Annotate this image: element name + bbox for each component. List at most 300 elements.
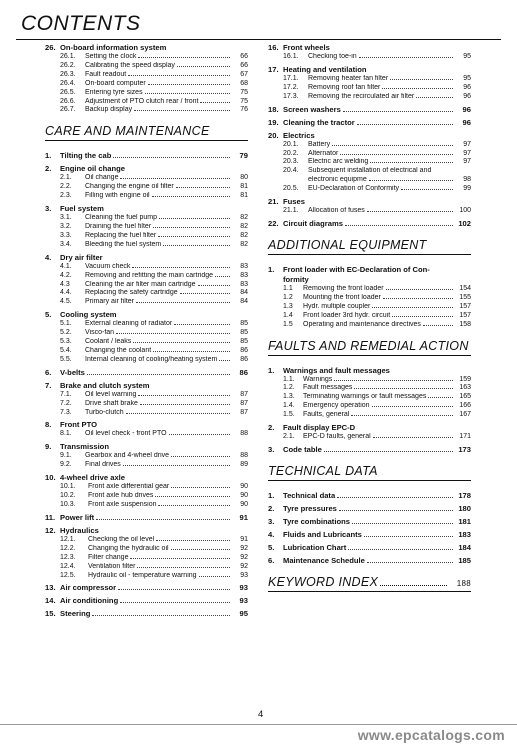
page-ref: 97 [463, 140, 471, 148]
toc-subentry[interactable] [45, 329, 248, 338]
entry-label: Code table [283, 444, 322, 454]
entry-label: Setting the clock [85, 53, 137, 60]
toc-chapter-entry[interactable] [268, 366, 471, 376]
section-title: FAULTS AND REMEDIAL ACTION [268, 338, 469, 353]
toc-subentry[interactable] [45, 430, 248, 439]
entry-number: 12. [45, 525, 56, 535]
dot-leader [118, 589, 230, 590]
page-ref: 100 [459, 207, 471, 215]
entry-label: On-board information system [60, 43, 167, 52]
entry-number: 5. [268, 542, 275, 552]
toc-subentry[interactable] [268, 303, 471, 312]
entry-label: Removing and refitting the main cartridge [85, 271, 214, 279]
dot-leader [343, 111, 453, 112]
entry-label: Internal cleaning of cooling/heating system [85, 355, 218, 363]
entry-number: 26.1. [60, 53, 76, 60]
toc-subentry[interactable] [268, 53, 471, 62]
entry-label: Adjustment of PTO clutch rear / front [85, 97, 199, 105]
page-ref: 90 [240, 483, 248, 491]
entry-label: EPC-D faults, general [303, 433, 371, 441]
toc-subentry[interactable] [45, 98, 248, 107]
toc-chapter-entry[interactable] [45, 253, 248, 263]
entry-label: Front loader 3rd hydr. circuit [303, 311, 391, 319]
page-ref: 91 [239, 512, 248, 522]
dot-leader [140, 404, 230, 405]
dot-leader [199, 576, 230, 577]
entry-number: 2. [45, 164, 52, 174]
dot-leader [334, 380, 453, 381]
entry-label: Cleaning the fuel pump [85, 214, 157, 222]
dot-leader [364, 536, 453, 537]
dot-leader [372, 307, 453, 308]
entry-number: 9.2. [60, 461, 72, 469]
toc-chapter-entry[interactable] [45, 164, 248, 174]
toc-chapter-entry[interactable] [268, 517, 471, 527]
toc-subentry[interactable] [45, 223, 248, 232]
page-ref: 75 [240, 88, 248, 96]
page-ref: 89 [240, 461, 248, 469]
entry-label: Air compressor [60, 583, 117, 593]
toc-subentry[interactable] [268, 150, 471, 159]
entry-number: 3. [268, 516, 275, 526]
entry-label: Fluids and Lubricants [283, 529, 362, 539]
section-heading [268, 464, 471, 481]
entry-number: 19. [268, 117, 279, 127]
entry-label: V-belts [60, 367, 85, 377]
section-heading [268, 575, 471, 592]
toc-chapter-entry[interactable] [268, 118, 471, 128]
toc-subentry[interactable] [45, 400, 248, 409]
toc-subentry[interactable] [45, 183, 248, 192]
page-ref: 88 [240, 452, 248, 460]
dot-leader [123, 465, 230, 466]
entry-number: 20.1. [283, 140, 299, 148]
entry-label: Hydraulic oil - temperature warning [88, 571, 197, 579]
dot-leader [176, 187, 230, 188]
title-divider [16, 39, 501, 40]
dot-leader [174, 324, 230, 325]
entry-number: 3.1. [60, 214, 72, 222]
toc-chapter-entry[interactable] [268, 423, 471, 433]
entry-label: Filter change [88, 553, 129, 561]
entry-number: 10.3. [60, 501, 76, 508]
toc-chapter-entry[interactable] [45, 583, 248, 593]
toc-chapter-entry[interactable] [45, 513, 248, 523]
entry-number: 8. [45, 420, 52, 430]
entry-label: Oil change [85, 174, 119, 182]
toc-entry-continuation[interactable] [268, 176, 471, 185]
entry-label: Terminating warnings or fault messages [303, 393, 427, 401]
toc-chapter-entry[interactable] [268, 530, 471, 540]
dot-leader [133, 342, 230, 343]
page-ref: 96 [462, 104, 471, 114]
page-ref: 87 [240, 390, 248, 398]
toc-chapter-entry[interactable] [45, 609, 248, 619]
toc-subentry[interactable] [268, 312, 471, 321]
toc-subentry[interactable] [45, 272, 248, 281]
entry-number: 4. [268, 529, 275, 539]
toc-chapter-entry[interactable] [268, 197, 471, 207]
dot-leader [132, 267, 230, 268]
toc-subentry[interactable] [45, 80, 248, 89]
toc-chapter-entry[interactable] [45, 204, 248, 214]
entry-number: 2. [268, 503, 275, 513]
toc-subentry[interactable] [45, 536, 248, 545]
entry-number: 1.1. [283, 375, 295, 383]
entry-label: Dry air filter [60, 252, 103, 262]
page-ref: 84 [240, 298, 248, 306]
toc-chapter-entry[interactable] [268, 219, 471, 229]
entry-number: 12.4. [60, 562, 76, 570]
page-ref: 159 [459, 375, 471, 383]
toc-subentry[interactable] [45, 572, 248, 581]
toc-subentry[interactable] [268, 433, 471, 442]
dot-leader [128, 75, 230, 76]
toc-subentry[interactable] [268, 207, 471, 216]
entry-number: 12.3. [60, 553, 76, 561]
toc-chapter-entry[interactable] [45, 368, 248, 378]
toc-subentry[interactable] [45, 192, 248, 201]
toc-subentry[interactable] [45, 174, 248, 183]
toc-subentry[interactable] [268, 167, 471, 176]
entry-label: Operating and maintenance directives [303, 320, 421, 328]
toc-chapter-entry[interactable] [268, 491, 471, 501]
toc-subentry[interactable] [45, 62, 248, 71]
toc-subentry[interactable] [45, 289, 248, 298]
entry-number: 3.2. [60, 222, 72, 230]
toc-subentry[interactable] [45, 338, 248, 347]
toc-chapter-entry[interactable] [268, 556, 471, 566]
toc-subentry[interactable] [268, 141, 471, 150]
page-ref: 86 [240, 346, 248, 354]
entry-number: 12.2. [60, 544, 76, 552]
entry-number: 21. [268, 197, 279, 207]
page-ref: 66 [240, 61, 248, 69]
page-ref: 95 [239, 609, 248, 619]
entry-label: 4-wheel drive axle [60, 473, 126, 483]
toc-subentry[interactable] [45, 320, 248, 329]
toc-chapter-entry[interactable] [45, 151, 248, 161]
toc-subentry[interactable] [268, 294, 471, 303]
entry-number: 17. [268, 64, 279, 74]
dot-leader [171, 487, 230, 488]
dot-leader [345, 225, 453, 226]
page-ref: 167 [459, 411, 471, 419]
toc-subentry[interactable] [45, 452, 248, 461]
dot-leader [113, 157, 230, 158]
toc-chapter-entry[interactable] [268, 265, 471, 275]
entry-number: 2.2. [60, 183, 72, 191]
entry-label: Changing the engine oil filter [85, 183, 174, 191]
toc-subentry[interactable] [45, 554, 248, 563]
toc-subentry[interactable] [45, 483, 248, 492]
toc-subentry[interactable] [45, 356, 248, 365]
entry-label: Tilting the cab [60, 151, 112, 161]
dot-leader [153, 227, 230, 228]
entry-number: 20. [268, 130, 279, 140]
dot-leader [130, 558, 230, 559]
entry-number: 14. [45, 596, 56, 606]
entry-number: 2.1. [283, 433, 295, 441]
entry-number: 26.2. [60, 61, 76, 69]
dot-leader [171, 456, 230, 457]
toc-subentry[interactable] [45, 545, 248, 554]
toc-subentry[interactable] [268, 285, 471, 294]
entry-label: Technical data [283, 490, 336, 500]
page-ref: 158 [459, 320, 471, 328]
toc-subentry[interactable] [45, 263, 248, 272]
entry-number: 26. [45, 43, 56, 52]
toc-chapter-entry[interactable] [268, 65, 471, 75]
entry-label: Final drives [85, 461, 121, 469]
toc-chapter-entry[interactable] [45, 43, 248, 53]
entry-label: Oil level check - front PTO [85, 430, 167, 438]
entry-label: Hydr. multiple coupler [303, 302, 371, 310]
dot-leader [416, 97, 453, 98]
entry-label: Fuel system [60, 204, 104, 214]
entry-label: Changing the hydraulic oil [88, 544, 169, 552]
entry-label: Calibrating the speed display [85, 61, 175, 69]
entry-label: Fault display EPC-D [283, 423, 356, 433]
entry-number: 4.4. [60, 289, 72, 297]
entry-label: Faults, general [303, 411, 350, 419]
entry-label: Front loader with EC-Declaration of Con- [283, 264, 430, 274]
toc-subentry[interactable] [268, 384, 471, 393]
toc-subentry[interactable] [268, 321, 471, 330]
toc-chapter-entry[interactable] [45, 310, 248, 320]
page-ref: 96 [462, 117, 471, 127]
dot-leader [373, 437, 453, 438]
dot-leader [348, 549, 453, 550]
entry-number: 4. [45, 252, 52, 262]
entry-number: 4.1. [60, 262, 72, 270]
page-ref: 171 [459, 433, 471, 441]
entry-label: Turbo-clutch [85, 408, 124, 416]
dot-leader [423, 325, 453, 326]
toc-chapter-entry[interactable] [268, 131, 471, 141]
dot-leader [180, 293, 230, 294]
toc-subentry[interactable] [268, 185, 471, 194]
entry-label: Electrics [283, 130, 315, 140]
page-ref: 66 [240, 53, 248, 60]
entry-number: 16. [268, 43, 279, 52]
toc-subentry[interactable] [45, 492, 248, 501]
entry-number: 16.1. [283, 53, 299, 60]
dot-leader [96, 519, 230, 520]
toc-chapter-entry[interactable] [268, 43, 471, 53]
toc-subentry[interactable] [45, 89, 248, 98]
entry-number: 10.2. [60, 492, 76, 500]
entry-number: 1.2. [283, 384, 295, 392]
page-ref: 165 [459, 393, 471, 401]
page-ref: 92 [240, 562, 248, 570]
toc-chapter-entry[interactable] [45, 526, 248, 536]
entry-label: Fault messages [303, 384, 353, 392]
entry-number: 7.1. [60, 390, 72, 398]
entry-label: Cooling system [60, 310, 117, 320]
entry-label: Drive shaft brake [85, 399, 138, 407]
toc-subentry[interactable] [45, 409, 248, 418]
page-ref: 85 [240, 329, 248, 337]
page-ref: 154 [459, 284, 471, 292]
page-ref: 166 [459, 402, 471, 410]
toc-subentry[interactable] [45, 347, 248, 356]
page-ref: 83 [240, 262, 248, 270]
toc-subentry[interactable] [45, 281, 248, 290]
page-ref: 81 [240, 183, 248, 191]
dot-leader [351, 415, 453, 416]
entry-label: Removing the front loader [303, 284, 384, 292]
page-number: 4 [258, 709, 264, 720]
toc-subentry[interactable] [45, 391, 248, 400]
dot-leader [171, 549, 230, 550]
entry-number: 1.5. [283, 411, 295, 419]
toc-chapter-entry[interactable] [268, 105, 471, 115]
toc-subentry[interactable] [268, 75, 471, 84]
entry-label: Heating and ventilation [283, 64, 367, 74]
entry-number: 20.2. [283, 149, 299, 157]
toc-subentry[interactable] [268, 411, 471, 420]
dot-leader [382, 88, 453, 89]
dot-leader [359, 57, 453, 58]
entry-number: 3. [45, 204, 52, 214]
entry-number: 2.1. [60, 174, 72, 182]
entry-number: 2.3. [60, 192, 72, 200]
toc-chapter-entry[interactable] [45, 473, 248, 483]
section-heading [268, 238, 471, 255]
entry-label: Screen washers [283, 104, 341, 114]
toc-subentry[interactable] [268, 93, 471, 102]
entry-label: Lubrication Chart [283, 542, 347, 552]
page-ref: 83 [240, 271, 248, 279]
page-ref: 178 [458, 490, 471, 500]
toc-chapter-entry[interactable] [268, 504, 471, 514]
page-ref: 99 [463, 185, 471, 193]
dot-leader [339, 510, 453, 511]
toc-subentry[interactable] [45, 461, 248, 470]
page-ref: 163 [459, 384, 471, 392]
page-ref: 67 [240, 70, 248, 78]
page-ref: 86 [240, 355, 248, 363]
entry-label: Tyre combinations [283, 516, 350, 526]
entry-number: 3. [268, 444, 275, 454]
entry-number: 21.1. [283, 207, 299, 215]
page-ref: 97 [463, 149, 471, 157]
toc-subentry[interactable] [45, 563, 248, 572]
entry-label: Maintenance Schedule [283, 555, 365, 565]
entry-label: Transmission [60, 442, 109, 452]
dot-leader [352, 523, 453, 524]
entry-label: Warnings [303, 375, 333, 383]
dot-leader [332, 145, 453, 146]
dot-leader [383, 298, 453, 299]
toc-subentry[interactable] [45, 298, 248, 307]
toc-subentry[interactable] [268, 376, 471, 385]
dot-leader [158, 236, 230, 237]
entry-number: 1.4 [283, 311, 293, 319]
entry-label: Circuit diagrams [283, 218, 343, 228]
toc-subentry[interactable] [268, 402, 471, 411]
page-ref: 98 [463, 176, 471, 184]
toc-chapter-entry[interactable] [268, 445, 471, 455]
toc-subentry[interactable] [268, 158, 471, 167]
toc-subentry[interactable] [45, 232, 248, 241]
page-ref: 87 [240, 399, 248, 407]
entry-label: Draining the fuel filter [85, 222, 152, 230]
dot-leader [392, 316, 453, 317]
entry-label: electronic equipme [308, 176, 367, 184]
entry-label: Cleaning the air filter main cartridge [85, 280, 196, 288]
entry-label: Changing the coolant [85, 346, 152, 354]
entry-number: 1. [268, 365, 275, 375]
page-ref: 82 [240, 222, 248, 230]
dot-leader [337, 497, 453, 498]
page-ref: 80 [240, 174, 248, 182]
entry-label: Power lift [60, 512, 95, 522]
page-ref: 87 [240, 408, 248, 416]
page-ref: 184 [458, 542, 471, 552]
entry-number: 12.1. [60, 535, 76, 543]
toc-chapter-entry[interactable] [45, 420, 248, 430]
dot-leader [138, 57, 230, 58]
entry-label: Hydraulics [60, 525, 99, 535]
toc-subentry[interactable] [45, 53, 248, 62]
page-ref: 92 [240, 553, 248, 561]
toc-chapter-entry[interactable] [45, 442, 248, 452]
toc-subentry[interactable] [45, 106, 248, 115]
toc-subentry[interactable] [45, 501, 248, 510]
toc-subentry[interactable] [45, 71, 248, 80]
dot-leader [92, 615, 230, 616]
dot-leader [370, 162, 453, 163]
entry-number: 7.3. [60, 408, 72, 416]
toc-chapter-entry[interactable] [268, 543, 471, 553]
toc-chapter-entry[interactable] [45, 381, 248, 391]
dot-leader [324, 451, 453, 452]
dot-leader [401, 189, 453, 190]
entry-number: 11. [45, 512, 56, 522]
entry-number: 22. [268, 218, 279, 228]
dot-leader [340, 154, 453, 155]
entry-number: 17.3. [283, 92, 299, 100]
dot-leader [155, 496, 230, 497]
page-ref: 91 [240, 535, 248, 543]
toc-subentry[interactable] [45, 241, 248, 250]
page-ref: 96 [463, 83, 471, 91]
page-ref: 90 [240, 492, 248, 500]
entry-number: 1. [268, 264, 275, 274]
toc-subentry[interactable] [268, 84, 471, 93]
entry-label: Replacing the fuel filter [85, 231, 157, 239]
entry-label: Tyre pressures [283, 503, 337, 513]
toc-subentry[interactable] [45, 214, 248, 223]
dot-leader [148, 84, 230, 85]
entry-number: 1.2 [283, 293, 293, 301]
entry-label: Steering [60, 609, 91, 619]
toc-subentry[interactable] [268, 393, 471, 402]
dot-leader [380, 585, 447, 586]
entry-label: On-board computer [85, 79, 146, 87]
dot-leader [116, 333, 230, 334]
entry-label: Checking toe-in [308, 53, 357, 60]
toc-entry-continuation[interactable]: formity [283, 274, 309, 284]
page-ref: 96 [463, 92, 471, 100]
entry-number: 26.4. [60, 79, 76, 87]
entry-label: Replacing the safety cartridge [85, 289, 178, 297]
dot-leader [152, 196, 230, 197]
toc-chapter-entry[interactable] [45, 596, 248, 606]
page-ref: 76 [240, 106, 248, 114]
